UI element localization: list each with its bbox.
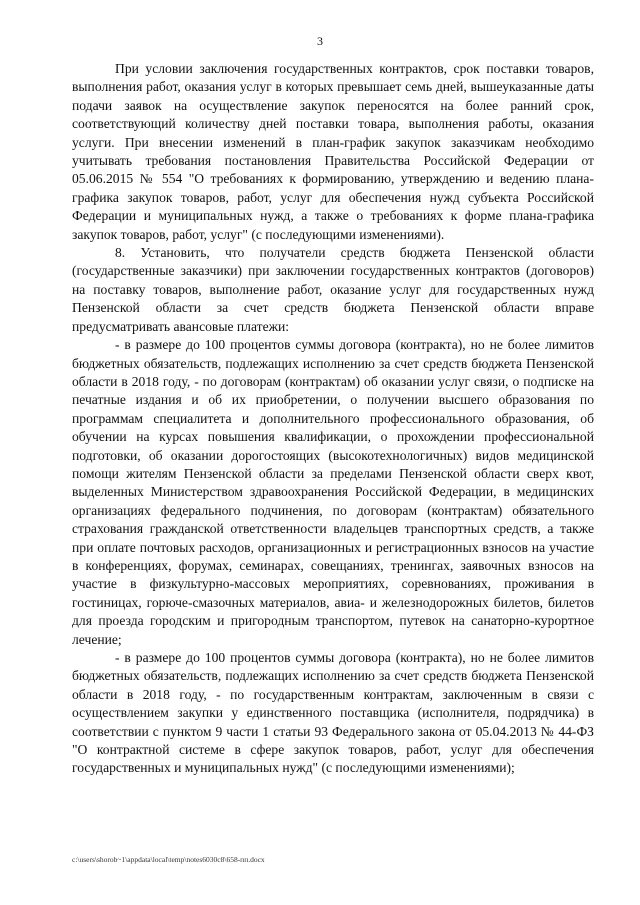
paragraph-advance-list-item-2: - в размере до 100 процентов суммы договора (контракта), но не более лимитов бюджетных обязательств, подлежащих исполнению за счет средств бюджета Пензенской области в 2018 году, - по государственным контрактам, заключенным в связи с осуществлением закупки у единственного поставщика (исполнителя, подрядчика) в соответствии с пунктом 9 части 1 статьи 93 Федерального закона от 05.04.2013 № 44-ФЗ "О контрактной системе в сфере закупок товаров, работ, услуг для обеспечения государственных и муниципальных нужд" (с последующими изменениями); (72, 650, 594, 776)
paragraph-contract-terms: При условии заключения государственных контрактов, срок поставки товаров, выполнения работ, оказания услуг в которых превышает семь дней, вышеуказанные даты подачи заявок на осуществление закупок переносятся на более ранний срок, соответствующий количеству дней поставки товара, выполнения работы, оказания услуги. При внесении изменений в план-график закупок заказчикам необходимо учитывать требования постановления Правительства Российской Федерации от 05.06.2015 № 554 "О требованиях к формированию, утверждению и ведению плана-графика закупок товаров, работ, услуг для обеспечения нужд субъекта Российской Федерации и муниципальных нужд, а также о требованиях к форме плана-графика закупок товаров, работ, услуг" (с последующими изменениями). (72, 61, 594, 242)
footer-file-path: c:\users\shorob~1\appdata\local\temp\notes6030c8\658-пп.docx (72, 855, 265, 864)
paragraph-advance-list-item-1: - в размере до 100 процентов суммы договора (контракта), но не более лимитов бюджетных обязательств, подлежащих исполнению за счет средств бюджета Пензенской области в 2018 году, - по договорам (контрактам) об оказании услуг связи, о подписке на печатные издания и об их приобретении, о получении высшего образования по программам специалитета и дополнительного профессионального образования, об обучении на курсах повышения квалификации, о прохождении профессиональной подготовки, об оказании дорогостоящих (высокотехнологичных) видов медицинской помощи жителям Пензенской области за пределами Пензенской области сверх квот, выделенных Министерством здравоохранения Российской Федерации, в медицинских организациях федерального подчинения, по договорам (контрактам) обязательного страхования гражданской ответственности владельцев транспортных средств, а также при оплате почтовых расходов, организационных и регистрационных взносов на участие в конференциях, форумах, семинарах, совещаниях, тренингах, заявочных взносов на участие в физкультурно-массовых мероприятиях, соревнованиях, проживания в гостиницах, горюче-смазочных материалов, авиа- и железнодорожных билетов, билетов для проезда городским и пригородным транспортом, путевок на санаторно-курортное лечение; (72, 337, 594, 647)
paragraph-advance-payments: 8. Установить, что получатели средств бюджета Пензенской области (государственные заказчики) при заключении государственных контрактов (договоров) на поставку товаров, выполнение работ, оказание услуг для государственных нужд Пензенской области за счет средств бюджета Пензенской области вправе предусматривать авансовые платежи: (72, 245, 594, 334)
page-number: 3 (317, 34, 323, 48)
document-body (72, 60, 594, 778)
